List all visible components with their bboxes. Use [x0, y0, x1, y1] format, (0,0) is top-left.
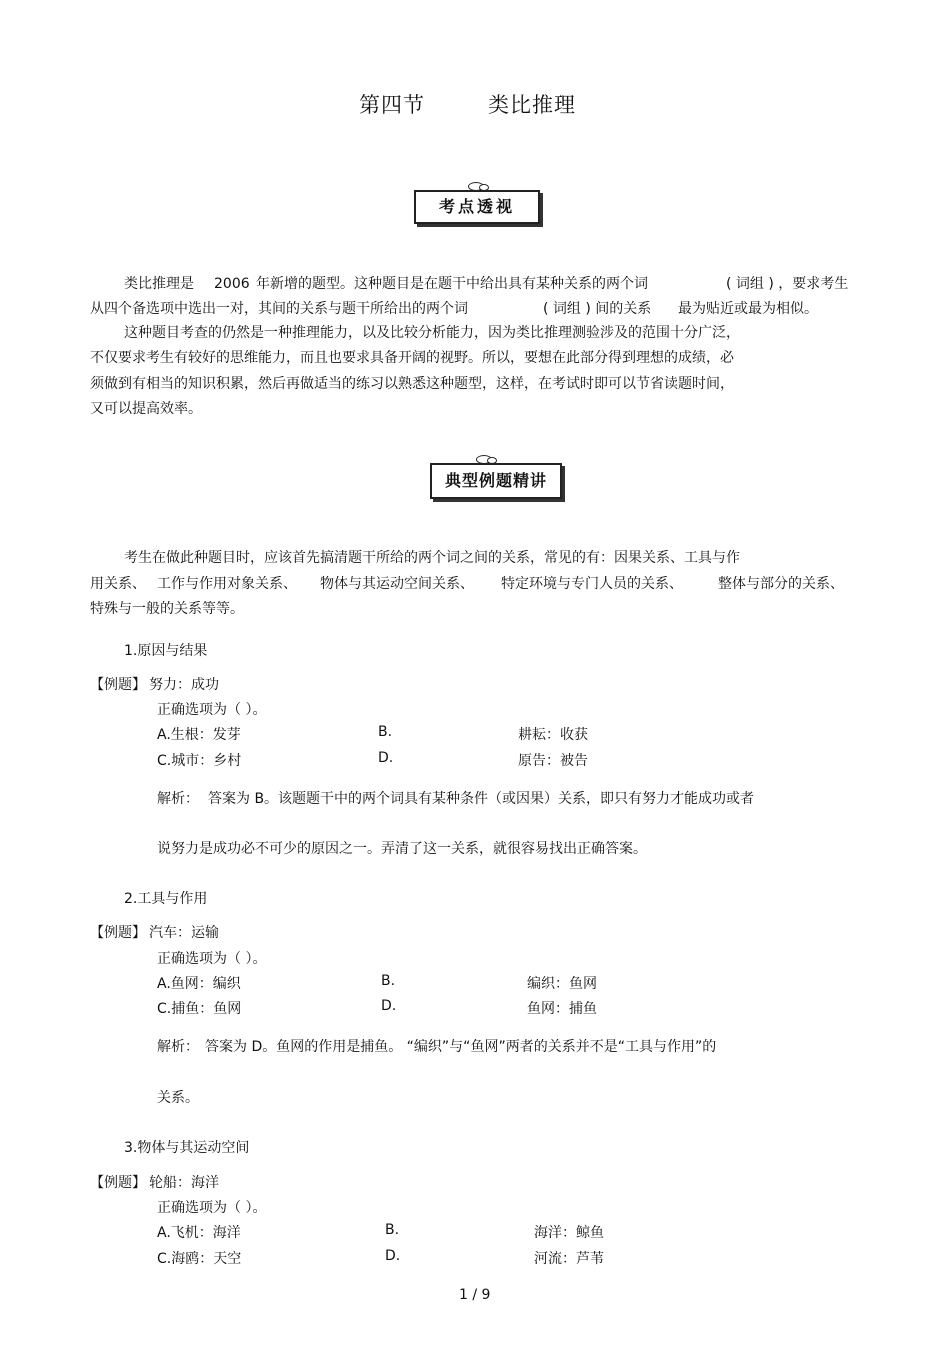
- option-c: C.捕鱼：鱼网: [157, 1001, 242, 1017]
- analysis-text: 关系。: [157, 1090, 199, 1106]
- intro-text: 这种题目考查的仍然是一种推理能力，以及比较分析能力，因为类比推理测验涉及的范围十分广泛，: [124, 325, 740, 341]
- example-stem: 汽车：运输: [149, 925, 219, 941]
- intro-text: ( 词组 ) 间的关系: [543, 301, 652, 317]
- option-a: A.飞机：海洋: [157, 1225, 241, 1241]
- intro-text: 又可以提高效率。: [90, 401, 202, 417]
- page-title-part2: 类比推理: [488, 93, 576, 117]
- intro-text: ( 词组 ) ，要求考生: [726, 276, 849, 292]
- option-d-text: 鱼网：捕鱼: [527, 1001, 597, 1017]
- intro-text: 最为贴近或最为相似。: [678, 301, 818, 317]
- example-tag: 【例题】: [90, 925, 146, 941]
- section-badge-kaodian: [408, 182, 548, 238]
- example-heading: 3.物体与其运动空间: [124, 1140, 250, 1156]
- section-badge-dianxing: [424, 455, 574, 513]
- badge-label: 典型例题精讲: [430, 463, 562, 499]
- example-prompt: 正确选项为（ ）。: [157, 951, 267, 967]
- page-title-part1: 第四节: [359, 93, 425, 117]
- analysis-label: 解析：: [157, 1039, 199, 1055]
- intro-text: 年新增的题型。这种题目是在题干中给出具有某种关系的两个词: [256, 276, 648, 292]
- option-b-text: 耕耘：收获: [518, 727, 588, 743]
- example-stem: 轮船：海洋: [149, 1175, 219, 1191]
- section-text: 工作与作用对象关系、: [157, 576, 297, 592]
- section-text: 用关系、: [90, 576, 146, 592]
- example-prompt: 正确选项为（ ）。: [157, 1200, 267, 1216]
- option-c: C.海鸥：天空: [157, 1251, 242, 1267]
- option-b-text: 海洋：鲸鱼: [534, 1225, 604, 1241]
- intro-text: 类比推理是: [124, 276, 194, 292]
- option-a: A.生根：发芽: [157, 727, 241, 743]
- intro-text: 从四个备选项中选出一对，其间的关系与题干所给出的两个词: [90, 301, 468, 317]
- intro-text: 不仅要求考生有较好的思维能力，而且也要求具备开阔的视野。所以，要想在此部分得到理想的成绩，必: [90, 350, 734, 366]
- example-prompt: 正确选项为（ ）。: [157, 702, 267, 718]
- option-b-label: B.: [378, 724, 393, 740]
- section-text: 特殊与一般的关系等等。: [90, 601, 244, 617]
- section-text: 特定环境与专门人员的关系、: [501, 576, 683, 592]
- section-text: 物体与其运动空间关系、: [320, 576, 474, 592]
- badge-label: 考点透视: [414, 190, 540, 224]
- option-d-label: D.: [385, 1248, 401, 1264]
- example-tag: 【例题】: [90, 1175, 146, 1191]
- option-a: A.鱼网：编织: [157, 976, 241, 992]
- page-number: 1 / 9: [459, 1287, 491, 1303]
- analysis-text: 说努力是成功必不可少的原因之一。弄清了这一关系，就很容易找出正确答案。: [157, 841, 647, 857]
- analysis-text: 答案为 B。该题题干中的两个词具有某种条件（或因果）关系，即只有努力才能成功或者: [208, 791, 755, 807]
- analysis-label: 解析：: [157, 791, 199, 807]
- example-heading: 1.原因与结果: [124, 643, 208, 659]
- option-b-label: B.: [385, 1222, 400, 1238]
- example-stem: 努力：成功: [149, 677, 219, 693]
- section-text: 整体与部分的关系、: [718, 576, 844, 592]
- option-b-text: 编织：鱼网: [527, 976, 597, 992]
- intro-text: 2006: [214, 276, 250, 292]
- option-d-text: 原告：被告: [518, 753, 588, 769]
- example-tag: 【例题】: [90, 677, 146, 693]
- analysis-text: 答案为 D。鱼网的作用是捕鱼。 “编织”与“鱼网”两者的关系并不是“工具与作用”的: [205, 1039, 717, 1055]
- example-heading: 2.工具与作用: [124, 891, 208, 907]
- section-text: 考生在做此种题目时，应该首先搞清题干所给的两个词之间的关系，常见的有：因果关系、工具与作: [124, 550, 740, 566]
- option-b-label: B.: [381, 973, 396, 989]
- option-d-label: D.: [378, 750, 394, 766]
- intro-text: 须做到有相当的知识积累，然后再做适当的练习以熟悉这种题型，这样，在考试时即可以节省读题时间，: [90, 376, 734, 392]
- option-c: C.城市：乡村: [157, 753, 242, 769]
- option-d-text: 河流：芦苇: [534, 1251, 604, 1267]
- option-d-label: D.: [381, 998, 397, 1014]
